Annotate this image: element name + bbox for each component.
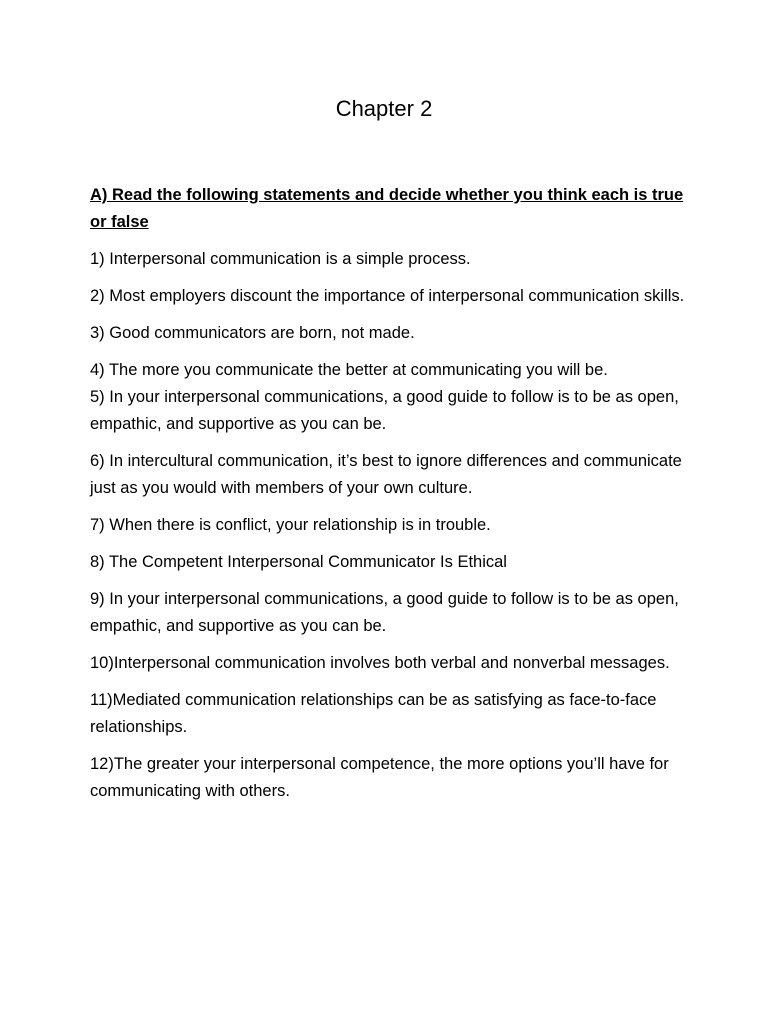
document-body	[90, 182, 690, 815]
statement-8: 8) The Competent Interpersonal Communicator Is Ethical	[90, 553, 507, 571]
statement-12: 12)The greater your interpersonal competence, the more options you’ll have for communicating with others.	[90, 755, 669, 800]
statement-4: 4) The more you communicate the better at communicating you will be.	[90, 361, 608, 379]
statement-3: 3) Good communicators are born, not made.	[90, 324, 415, 342]
statement-6: 6) In intercultural communication, it’s best to ignore differences and communicate just as you would with members of your own culture.	[90, 452, 682, 497]
statement-7: 7) When there is conflict, your relationship is in trouble.	[90, 516, 491, 534]
page-title: Chapter 2	[335, 96, 433, 121]
statement-2: 2) Most employers discount the importance of interpersonal communication skills.	[90, 287, 685, 305]
statement-1: 1) Interpersonal communication is a simple process.	[90, 250, 471, 268]
statement-11: 11)Mediated communication relationships can be as satisfying as face-to-face relationships.	[90, 691, 657, 736]
instruction-heading: A) Read the following statements and decide whether you think each is true or false	[90, 186, 684, 231]
statement-5: 5) In your interpersonal communications, a good guide to follow is to be as open, empathic, and supportive as you can be.	[90, 388, 679, 433]
statement-9: 9) In your interpersonal communications, a good guide to follow is to be as open, empathic, and supportive as you can be.	[90, 590, 679, 635]
statement-10: 10)Interpersonal communication involves both verbal and nonverbal messages.	[90, 654, 670, 672]
